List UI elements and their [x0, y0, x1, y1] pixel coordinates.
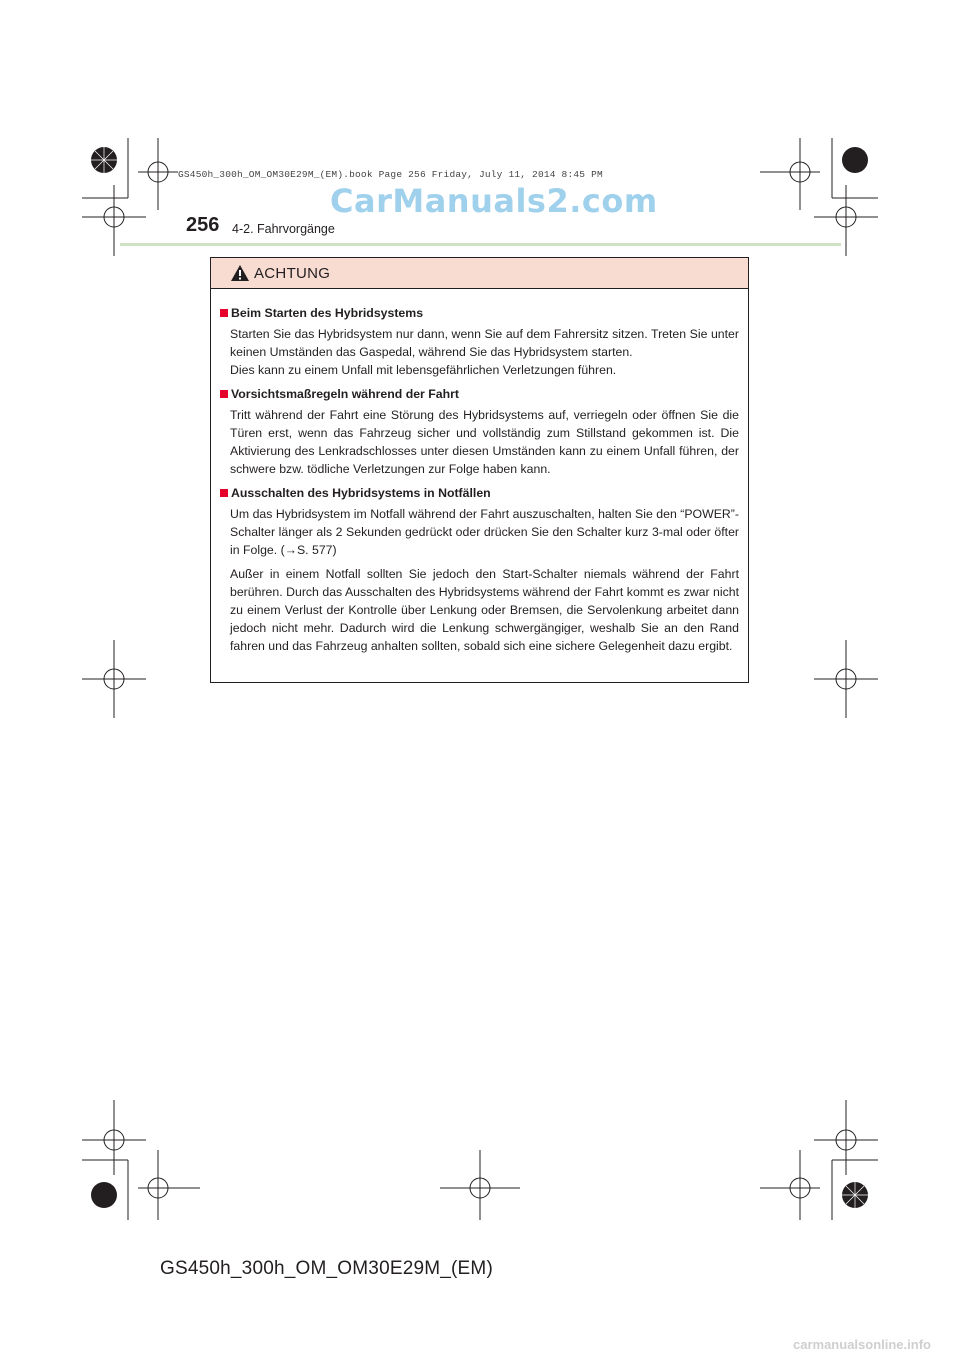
bullet-square-icon: [220, 390, 228, 398]
warning-box: [210, 257, 749, 683]
item-heading: Vorsichtsmaßregeln während der Fahrt: [231, 387, 460, 401]
item-paragraph: Außer in einem Notfall sollten Sie jedoch den Start-Schalter niemals während der Fahrt berühren. Durch das Ausschalten des Hybridsystems während der Fahrt kommt es zwar nicht zu einem Verlust der Kontrolle über Lenkung oder Bremsen, die Servolenkung arbeitet dann jedoch nicht mehr. Dadurch wird die Lenkung schwergängiger, weshalb Sie an den Rand fahren und das Fahrzeug anhalten sollten, sobald sich eine sichere Gelegenheit dazu ergibt.: [230, 567, 739, 653]
item-paragraph: Starten Sie das Hybridsystem nur dann, wenn Sie auf dem Fahrersitz sitzen. Treten Sie unter keinen Umständen das Gaspedal, während Sie das Hybridsystem starten.: [230, 327, 739, 359]
item-paragraph: Um das Hybridsystem im Notfall während der Fahrt auszuschalten, halten Sie den “POWER”-Schalter länger als 2 Sekunden gedrückt oder drücken Sie den Schalter kurz 3-mal oder öfter in Folge. (→S. 577): [230, 507, 739, 557]
item-paragraph: Dies kann zu einem Unfall mit lebensgefährlichen Verletzungen führen.: [230, 363, 617, 377]
dot-tr: [842, 147, 868, 173]
registration-target-r2: [814, 640, 878, 718]
watermark-logo[interactable]: CarManuals2.com: [330, 182, 658, 220]
item-paragraph: Tritt während der Fahrt eine Störung des Hybridsystems auf, verriegeln oder öffnen Sie die Türen erst, wenn das Fahrzeug sicher und vollständig zum Stillstand gekommen ist. Die Aktivierung des Lenkradschlosses unter diesen Umständen kann zu einem Unfall führen, der schwere bzw. tödliche Verletzungen zur Folge haben kann.: [230, 408, 739, 476]
warning-item: [220, 484, 739, 655]
warning-triangle-icon: [230, 264, 250, 282]
warning-item: [220, 385, 739, 478]
footer-code: GS450h_300h_OM_OM30E29M_(EM): [160, 1258, 493, 1279]
item-heading: Beim Starten des Hybridsystems: [231, 306, 424, 320]
registration-target-bl: [138, 1150, 200, 1220]
registration-target-tl: [138, 138, 178, 210]
warning-header: [211, 258, 748, 289]
registration-target-bc: [440, 1150, 520, 1220]
page-number: 256: [186, 214, 220, 236]
warning-item: [220, 304, 739, 379]
warning-label: ACHTUNG: [254, 265, 331, 282]
registration-target-l2: [82, 640, 146, 718]
dot-bl: [91, 1182, 117, 1208]
bullet-square-icon: [220, 489, 228, 497]
section-title: 4-2. Fahrvorgänge: [232, 222, 335, 236]
warning-body: [211, 289, 748, 655]
item-heading: Ausschalten des Hybridsystems in Notfällen: [231, 486, 491, 500]
bullet-square-icon: [220, 309, 228, 317]
registration-target-r3: [814, 1100, 878, 1175]
registration-target-br: [760, 1150, 820, 1220]
file-info: GS450h_300h_OM_OM30E29M_(EM).book Page 256 Friday, July 11, 2014 8:45 PM: [178, 169, 603, 180]
registration-target-l3: [82, 1100, 146, 1175]
watermark-bottom[interactable]: carmanualsonline.info: [793, 1337, 931, 1352]
registration-target-tr: [760, 138, 820, 210]
header-rule: [120, 243, 841, 246]
